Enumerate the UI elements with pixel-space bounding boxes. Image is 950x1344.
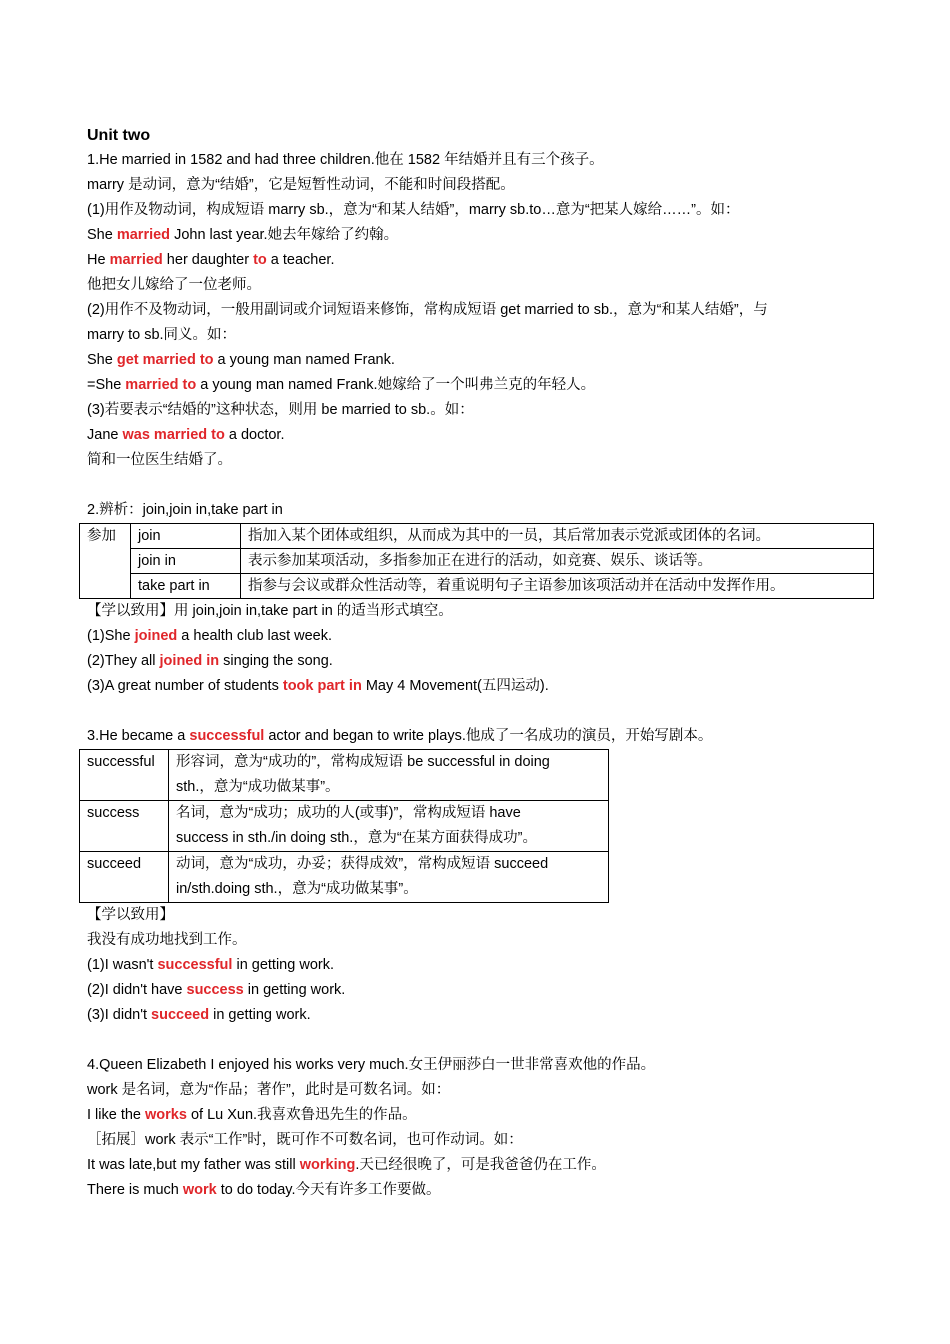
s1-translation-2: 简和一位医生结婚了。: [87, 452, 232, 468]
s4-sentence: 4.Queen Elizabeth I enjoyed his works very much.女王伊丽莎白一世非常喜欢他的作品。: [87, 1057, 656, 1073]
success-word-table: [79, 749, 609, 903]
s1-sentence: 1.He married in 1582 and had three children.他在 1582 年结婚并且有三个孩子。: [87, 152, 604, 168]
term-cell: join: [131, 524, 241, 549]
s4-example-1: I like the works of Lu Xun.我喜欢鲁迅先生的作品。: [87, 1107, 417, 1123]
table-row: [80, 574, 874, 599]
table-row: [80, 852, 609, 903]
term-cell: successful: [80, 750, 169, 801]
s2-question-1: (1)She joined a health club last week.: [87, 628, 333, 644]
s3-question-3: (3)I didn't succeed in getting work.: [87, 1007, 311, 1023]
term-cell: success: [80, 801, 169, 852]
s1-example-2: He married her daughter to a teacher.: [87, 252, 335, 268]
s4-example-2: It was late,but my father was still working.天已经很晚了，可是我爸爸仍在工作。: [87, 1157, 606, 1173]
s1-explanation: marry 是动词，意为“结婚”，它是短暂性动词，不能和时间段搭配。: [87, 177, 515, 193]
s1-example-4: =She married to a young man named Frank.她嫁给了一个叫弗兰克的年轻人。: [87, 377, 596, 393]
s4-example-3: There is much work to do today.今天有许多工作要做。: [87, 1182, 441, 1198]
s3-practice-heading: 【学以致用】: [87, 907, 174, 923]
s3-question-1: (1)I wasn't successful in getting work.: [87, 957, 334, 973]
table-row: [80, 549, 874, 574]
table-row: [80, 524, 874, 549]
s2-question-3: (3)A great number of students took part in May 4 Movement(五四运动).: [87, 678, 549, 694]
document-page: [87, 124, 877, 1203]
s3-prompt: 我没有成功地找到工作。: [87, 932, 247, 948]
desc-cell: 表示参加某项活动，多指参加正在进行的活动，如竞赛、娱乐、谈话等。: [241, 549, 874, 574]
s2-practice-heading: 【学以致用】用 join,join in,take part in 的适当形式填空。: [87, 603, 453, 619]
s3-question-2: (2)I didn't have success in getting work.: [87, 982, 346, 998]
table-row: [80, 750, 609, 801]
join-comparison-table: [79, 523, 874, 599]
group-cell: 参加: [80, 524, 131, 599]
s3-heading: 3.He became a successful actor and began to write plays.他成了一名成功的演员，开始写剧本。: [87, 728, 713, 744]
term-cell: take part in: [131, 574, 241, 599]
term-cell: succeed: [80, 852, 169, 903]
desc-cell: 名词，意为“成功；成功的人(或事)”，常构成短语 have success in sth./in doing sth.，意为“在某方面获得成功”。: [169, 801, 609, 852]
unit-title: Unit two: [87, 127, 151, 144]
s1-example-5: Jane was married to a doctor.: [87, 427, 285, 443]
s4-extension: ［拓展］work 表示“工作”时，既可作不可数名词，也可作动词。如：: [87, 1132, 523, 1148]
desc-cell: 指加入某个团体或组织，从而成为其中的一员，其后常加表示党派或团体的名词。: [241, 524, 874, 549]
desc-cell: 动词，意为“成功，办妥；获得成效”，常构成短语 succeed in/sth.doing sth.，意为“成功做某事”。: [169, 852, 609, 903]
s1-usage-2b: marry to sb.同义。如：: [87, 327, 237, 343]
s1-translation: 他把女儿嫁给了一位老师。: [87, 277, 261, 293]
s2-question-2: (2)They all joined in singing the song.: [87, 653, 333, 669]
desc-cell: 形容词，意为“成功的”，常构成短语 be successful in doing sth.，意为“成功做某事”。: [169, 750, 609, 801]
term-cell: join in: [131, 549, 241, 574]
s2-heading: 2.辨析：join,join in,take part in: [87, 502, 283, 518]
desc-cell: 指参与会议或群众性活动等，着重说明句子主语参加该项活动并在活动中发挥作用。: [241, 574, 874, 599]
s4-explanation: work 是名词，意为“作品；著作”，此时是可数名词。如：: [87, 1082, 451, 1098]
s1-usage-2a: (2)用作不及物动词，一般用副词或介词短语来修饰，常构成短语 get married to sb.，意为“和某人结婚”，与: [87, 302, 768, 318]
s1-usage-1: (1)用作及物动词，构成短语 marry sb.，意为“和某人结婚”，marry sb.to…意为“把某人嫁给……”。如：: [87, 202, 740, 218]
s1-usage-3: (3)若要表示“结婚的”这种状态，则用 be married to sb.。如：: [87, 402, 474, 418]
s1-example-1: She married John last year.她去年嫁给了约翰。: [87, 227, 399, 243]
table-row: [80, 801, 609, 852]
s1-example-3: She get married to a young man named Frank.: [87, 352, 395, 368]
